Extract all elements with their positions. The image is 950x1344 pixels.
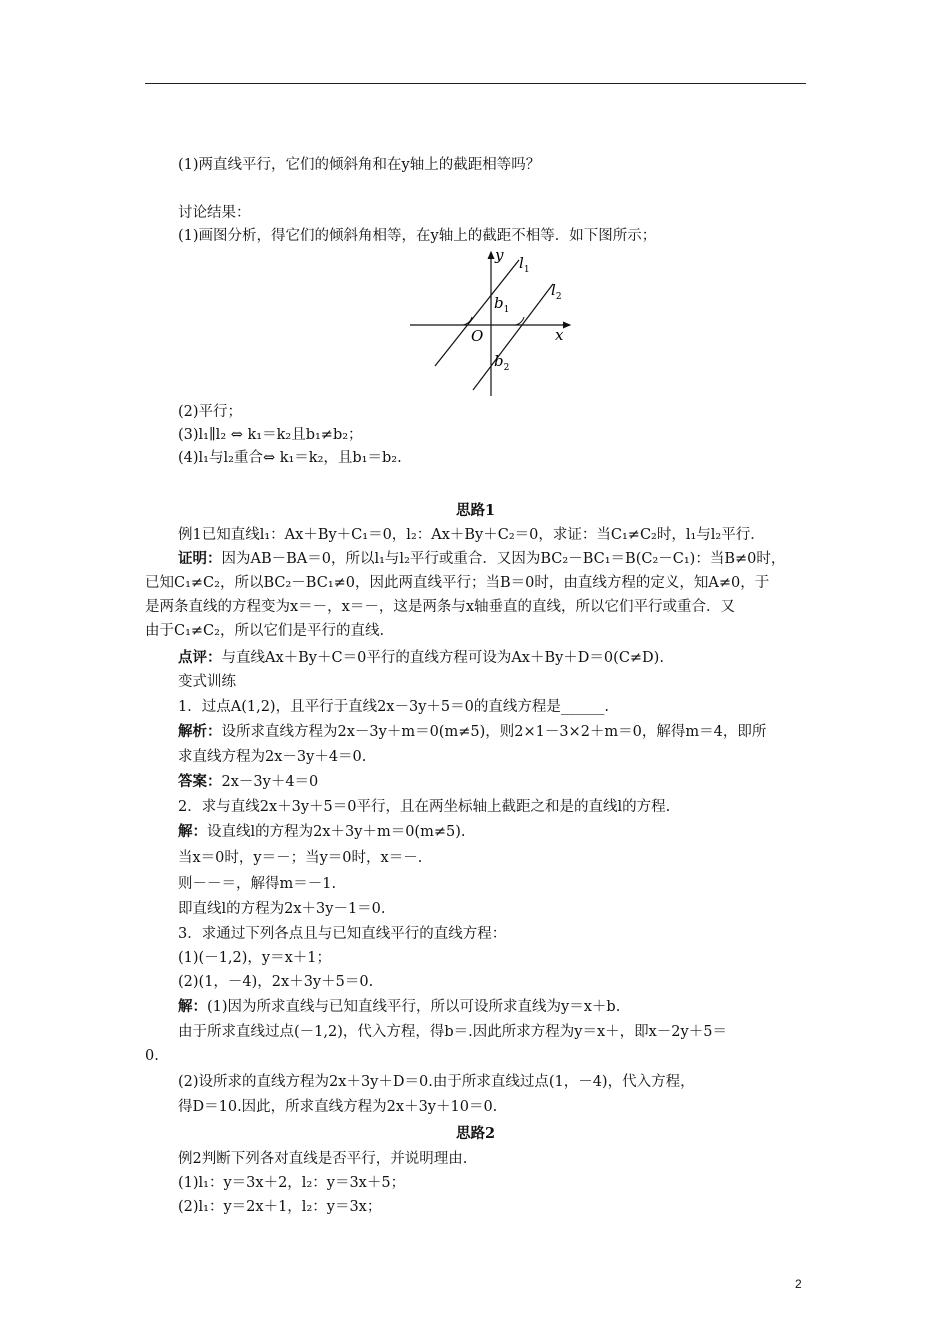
l2-label: $l_2$ — [551, 281, 562, 302]
l1-label: $l_1$ — [519, 254, 530, 275]
b1-label: $b_1$ — [494, 294, 510, 315]
variant-q2: 2．求与直线2x＋3y＋5＝0平行，且在两坐标轴上截距之和是的直线l的方程. — [178, 799, 671, 815]
answer-line: 答案：2x－3y＋4＝0 — [178, 773, 319, 790]
comment-label: 点评： — [178, 649, 222, 666]
proof-label: 证明： — [178, 550, 222, 567]
analysis-label: 解析： — [178, 723, 222, 740]
solution-2-line-2: 当x＝0时，y＝－；当y＝0时，x＝－. — [178, 850, 423, 866]
x-axis-label: x — [555, 326, 564, 344]
variant-q1: 1．过点A(1,2)，且平行于直线2x－3y＋5＝0的直线方程是______. — [178, 699, 609, 715]
parallel-lines-figure — [405, 246, 585, 398]
discussion-item-4: (4)l₁与l₂重合⇔ k₁＝k₂，且b₁＝b₂. — [178, 450, 402, 466]
solution-3-line-4: (2)设所求的直线方程为2x＋3y＋D＝0.由于所求直线过点(1，－4)，代入方程， — [178, 1074, 695, 1090]
answer-label: 答案： — [178, 773, 222, 790]
variant-q3-2: (2)(1，－4)，2x＋3y＋5＝0. — [178, 974, 374, 990]
proof-line-2: 已知C₁≠C₂，所以BC₂－BC₁≠0，因此两直线平行；当B＝0时，由直线方程的定义，知A≠0，于 — [145, 575, 770, 591]
example-2: 例2判断下列各对直线是否平行，并说明理由. — [178, 1151, 468, 1167]
line-l2 — [473, 284, 553, 390]
section-1-heading: 思路1 — [455, 502, 496, 519]
solution-2-label: 解： — [178, 823, 207, 840]
proof-line-3: 是两条直线的方程变为x＝－，x＝－，这是两条与x轴垂直的直线，所以它们平行或重合．又 — [145, 599, 736, 615]
discussion-item-1: (1)画图分析，得它们的倾斜角相等，在y轴上的截距不相等．如下图所示； — [178, 228, 657, 244]
discussion-title: 讨论结果： — [178, 205, 251, 221]
y-axis-label: y — [495, 246, 504, 264]
section-2-heading: 思路2 — [455, 1125, 496, 1142]
comment: 点评：与直线Ax＋By＋C＝0平行的直线方程可设为Ax＋By＋D＝0(C≠D). — [178, 649, 664, 666]
solution-3-line-5: 得D＝10.因此，所求直线方程为2x＋3y＋10＝0. — [178, 1099, 498, 1115]
analysis-line-1: 解析：设所求直线方程为2x－3y＋m＝0(m≠5)，则2×1－3×2＋m＝0，解得m＝4，即所 — [178, 723, 767, 740]
solution-3-line-2: 由于所求直线过点(－1,2)，代入方程，得b＝.因此所求方程为y＝x＋，即x－2y＋5＝ — [178, 1024, 727, 1040]
proof-line-4: 由于C₁≠C₂，所以它们是平行的直线. — [145, 623, 385, 639]
example-2-item-1: (1)l₁：y＝3x＋2，l₂：y＝3x＋5； — [178, 1175, 406, 1191]
example-1: 例1已知直线l₁：Ax＋By＋C₁＝0，l₂：Ax＋By＋C₂＝0，求证：当C₁≠C₂时，l₁与l₂平行． — [178, 527, 765, 543]
analysis-line-2: 求直线方程为2x－3y＋4＝0. — [178, 749, 367, 765]
solution-2-line-1: 解：设直线l的方程为2x＋3y＋m＝0(m≠5). — [178, 823, 466, 840]
b2-label: $b_2$ — [494, 352, 510, 373]
variant-q3: 3．求通过下列各点且与已知直线平行的直线方程： — [178, 926, 507, 942]
example-2-item-2: (2)l₁：y＝2x＋1，l₂：y＝3x； — [178, 1199, 382, 1215]
solution-3-line-1: 解：(1)因为所求直线与已知直线平行，所以可设所求直线为y＝x＋b. — [178, 998, 621, 1015]
page-number: 2 — [795, 1277, 802, 1291]
origin-label: O — [471, 327, 484, 345]
question-1: (1)两直线平行，它们的倾斜角和在y轴上的截距相等吗？ — [178, 157, 541, 173]
solution-2-line-3: 则－－＝，解得m＝－1. — [178, 876, 337, 892]
discussion-item-3: (3)l₁∥l₂ ⇔ k₁＝k₂且b₁≠b₂； — [178, 427, 363, 443]
variant-q3-1: (1)(－1,2)，y＝x＋1； — [178, 950, 332, 966]
solution-3-label: 解： — [178, 998, 207, 1015]
angle-arc-1 — [462, 317, 472, 325]
solution-2-line-4: 即直线l的方程为2x＋3y－1＝0. — [178, 901, 386, 917]
variant-title: 变式训练 — [178, 674, 236, 690]
header-rule — [145, 83, 806, 84]
solution-3-line-3: 0. — [145, 1048, 159, 1064]
discussion-item-2: (2)平行； — [178, 404, 243, 420]
proof-line-1: 证明：因为AB－BA＝0，所以l₁与l₂平行或重合．又因为BC₂－BC₁＝B(C₂－C₁)：当B≠0时， — [178, 550, 786, 567]
